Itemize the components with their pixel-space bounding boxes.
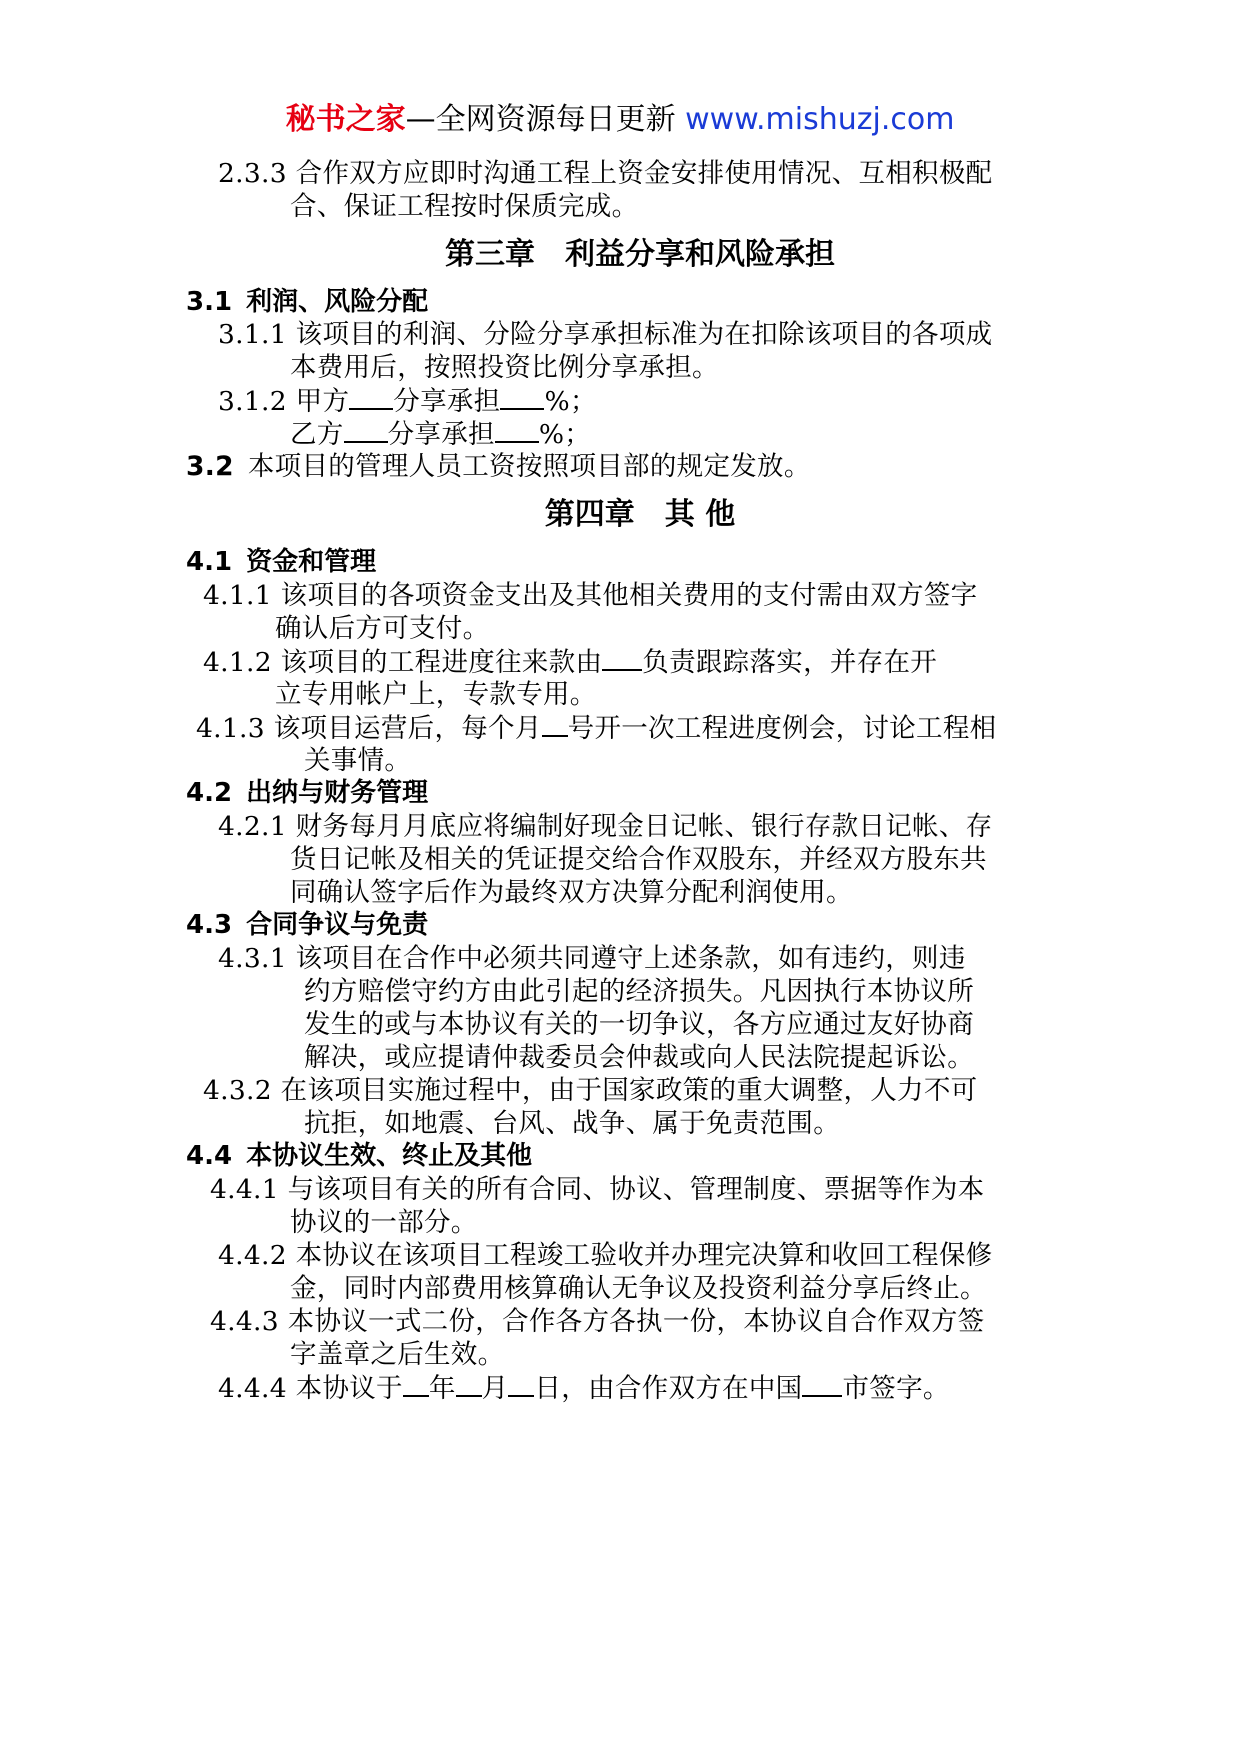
site-url[interactable]: www.mishuzj.com (685, 102, 955, 137)
clause-text: 3.1.2 甲方 (218, 386, 350, 417)
section-number: 4.3 (186, 910, 233, 940)
brand-name: 秘书之家 (285, 102, 406, 137)
clause-4-1-3-line1 (196, 711, 996, 745)
chapter-3-title: 第三章 利益分享和风险承担 (445, 237, 835, 272)
clause-4-2-1-line3: 同确认签字后作为最终双方决算分配利润使用。 (290, 877, 853, 908)
clause-text: 乙方 (290, 419, 344, 450)
clause-4-1-3-line2: 关事情。 (304, 745, 412, 776)
blank-field (456, 1371, 482, 1397)
section-number: 4.1 (186, 547, 233, 577)
clause-4-3-1-line4: 解决，或应提请仲裁委员会仲裁或向人民法院提起诉讼。 (304, 1042, 974, 1073)
clause-text: 号开一次工程进度例会，讨论工程相 (567, 713, 997, 744)
blank-field (344, 417, 388, 443)
section-4-3-heading (186, 909, 428, 942)
section-number: 3.1 (186, 287, 233, 317)
clause-4-3-2-line2: 抗拒，如地震、台风、战争、属于免责范围。 (304, 1108, 840, 1139)
section-4-2-heading (186, 777, 428, 810)
clause-4-3-1-line3: 发生的或与本协议有关的一切争议，各方应通过友好协商 (304, 1009, 974, 1040)
clause-3-1-1-line2: 本费用后，按照投资比例分享承担。 (290, 352, 719, 383)
section-4-4-heading (186, 1140, 532, 1173)
clause-text: %； (544, 386, 597, 417)
clause-4-1-2-line2: 立专用帐户上，专款专用。 (275, 679, 597, 710)
clause-4-3-2-line1: 4.3.2 在该项目实施过程中，由于国家政策的重大调整，人力不可 (203, 1075, 978, 1106)
clause-4-1-2-line1 (203, 645, 937, 679)
section-title: 资金和管理 (246, 547, 377, 577)
blank-field (403, 1371, 429, 1397)
clause-4-4-3-line1: 4.4.3 本协议一式二份，合作各方各执一份，本协议自合作双方签 (210, 1306, 985, 1337)
section-title: 利润、风险分配 (246, 287, 429, 317)
section-title: 合同争议与免责 (246, 910, 429, 940)
section-3-1-heading (186, 286, 428, 319)
clause-text: 月 (481, 1373, 509, 1404)
section-number: 4.2 (186, 778, 233, 808)
clause-text: 市签字。 (842, 1373, 950, 1404)
clause-text: 年 (428, 1373, 456, 1404)
section-4-1-heading (186, 546, 376, 579)
header-slogan: —全网资源每日更新 (405, 102, 676, 137)
chapter-4-title: 第四章 其 他 (544, 497, 736, 532)
clause-text: 分享承担 (387, 419, 495, 450)
clause-4-4-1-line1: 4.4.1 与该项目有关的所有合同、协议、管理制度、票据等作为本 (210, 1174, 985, 1205)
blank-field (542, 711, 568, 737)
section-title: 出纳与财务管理 (246, 778, 429, 808)
clause-4-2-1-line1: 4.2.1 财务每月月底应将编制好现金日记帐、银行存款日记帐、存 (218, 811, 993, 842)
clause-text: %； (538, 419, 592, 450)
clause-text: 分享承担 (393, 386, 501, 417)
blank-field (495, 417, 539, 443)
clause-4-1-1-line1: 4.1.1 该项目的各项资金支出及其他相关费用的支付需由双方签字 (203, 580, 978, 611)
clause-3-1-2-line2 (290, 417, 591, 451)
clause-4-3-1-line2: 约方赔偿守约方由此引起的经济损失。凡因执行本协议所 (304, 976, 974, 1007)
site-header (0, 100, 1240, 140)
clause-text: 4.1.2 该项目的工程进度往来款由 (203, 647, 603, 678)
clause-3-1-1-line1: 3.1.1 该项目的利润、分险分享承担标准为在扣除该项目的各项成 (218, 319, 993, 350)
clause-4-4-1-line2: 协议的一部分。 (290, 1207, 478, 1238)
clause-3-1-2-line1 (218, 384, 597, 418)
section-number: 3.2 (186, 451, 234, 482)
clause-4-4-3-line2: 字盖章之后生效。 (290, 1339, 505, 1370)
clause-text: 4.1.3 该项目运营后，每个月 (196, 713, 542, 744)
clause-2-3-3-line2: 合、保证工程按时保质完成。 (290, 191, 639, 222)
clause-4-4-4 (218, 1371, 950, 1405)
clause-text: 负责跟踪落实，并存在开 (642, 647, 938, 678)
clause-4-2-1-line2: 货日记帐及相关的凭证提交给合作双股东，并经双方股东共 (290, 844, 987, 875)
blank-field (349, 384, 393, 410)
blank-field (602, 645, 642, 671)
section-number: 4.4 (186, 1141, 233, 1171)
clause-4-1-1-line2: 确认后方可支付。 (275, 613, 490, 644)
clause-text: 日，由合作双方在中国 (534, 1373, 803, 1404)
clause-2-3-3-line1: 2.3.3 合作双方应即时沟通工程上资金安排使用情况、互相积极配 (218, 158, 993, 189)
blank-field (802, 1371, 842, 1397)
clause-text: 4.4.4 本协议于 (218, 1373, 403, 1404)
blank-field (508, 1371, 534, 1397)
blank-field (500, 384, 544, 410)
clause-3-2 (186, 450, 811, 483)
clause-4-4-2-line2: 金，同时内部费用核算确认无争议及投资利益分享后终止。 (290, 1273, 987, 1304)
clause-4-4-2-line1: 4.4.2 本协议在该项目工程竣工验收并办理完决算和收回工程保修 (218, 1240, 993, 1271)
clause-4-3-1-line1: 4.3.1 该项目在合作中必须共同遵守上述条款，如有违约，则违 (218, 943, 966, 974)
section-title: 本协议生效、终止及其他 (246, 1141, 533, 1171)
clause-text: 本项目的管理人员工资按照项目部的规定发放。 (247, 451, 811, 482)
